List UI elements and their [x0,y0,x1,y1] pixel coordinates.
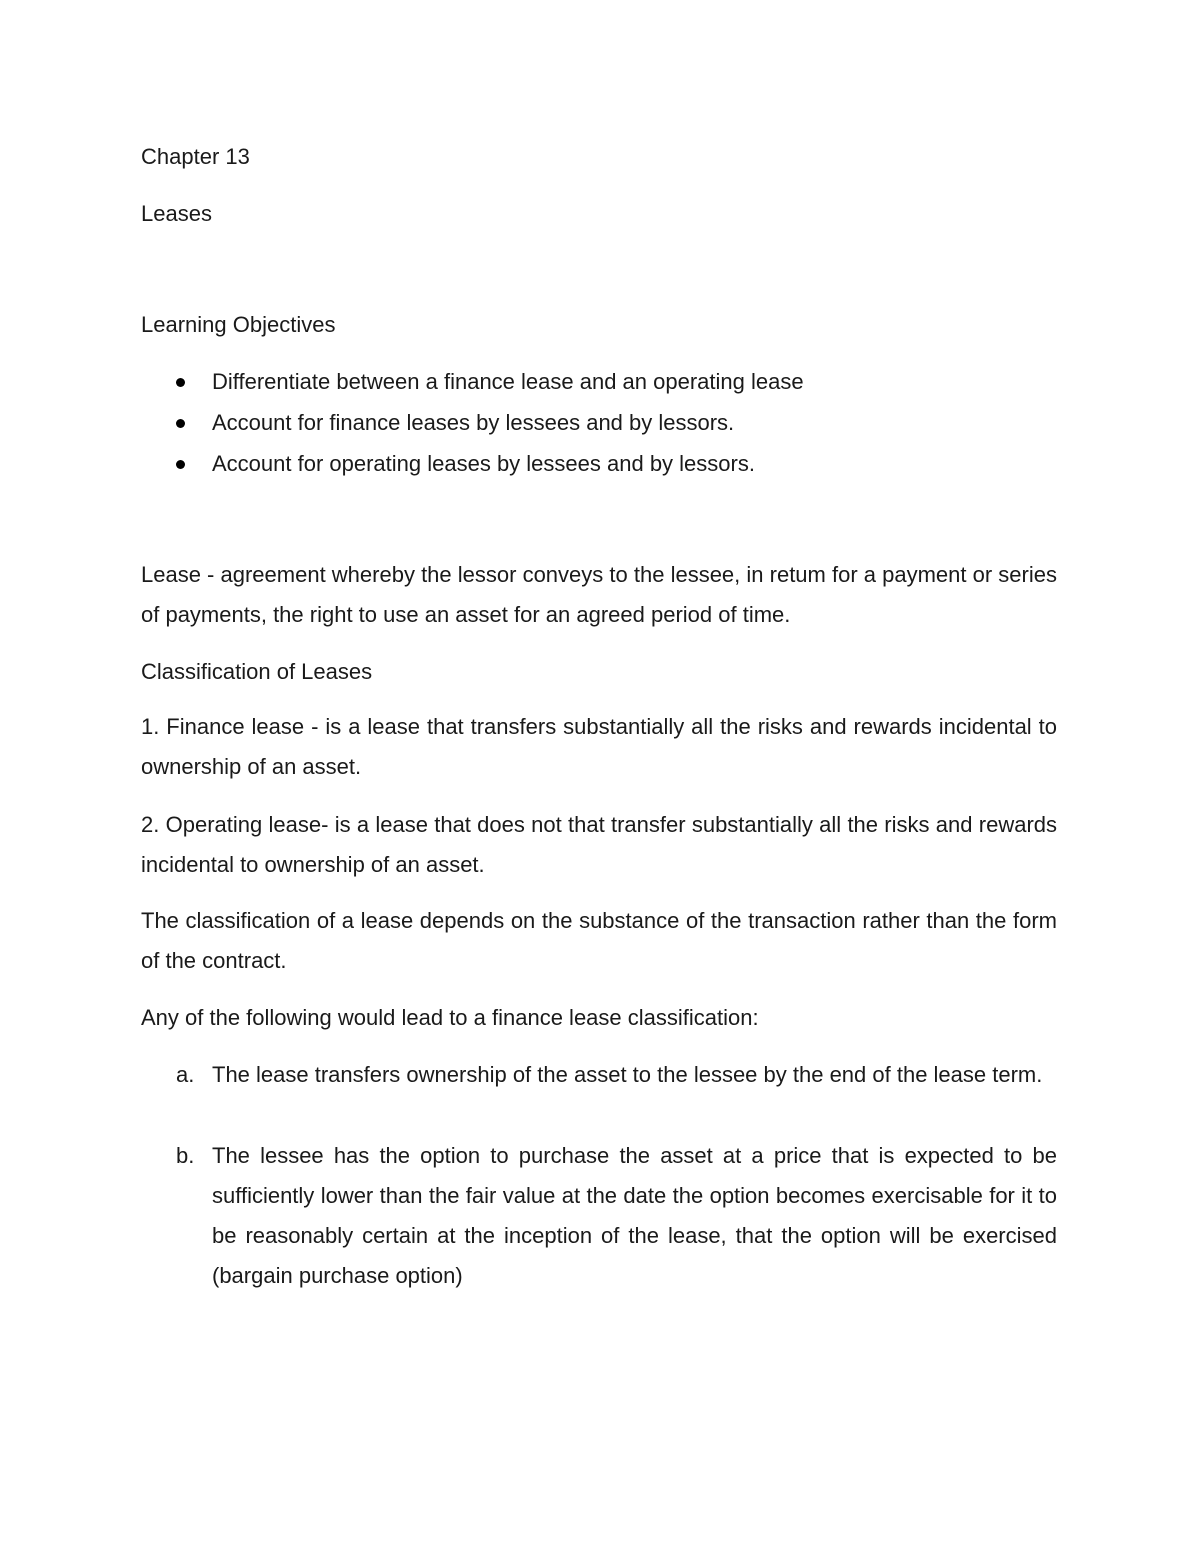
bullet-icon [176,378,185,387]
classification-substance: The classification of a lease depends on the substance of the transaction rather than the form of the contract. [141,908,1057,973]
criteria-marker: a. [176,1062,195,1087]
bullet-icon [176,419,185,428]
finance-criteria-lead-in: Any of the following would lead to a finance lease classification: [141,1005,759,1030]
classification-heading: Classification of Leases [141,659,373,684]
objectives-heading: Learning Objectives [141,312,336,337]
objective-text: Differentiate between a finance lease and an operating lease [212,369,804,394]
bullet-icon [176,460,185,469]
objective-text: Account for operating leases by lessees and by lessors. [212,451,755,476]
operating-lease-definition: 2. Operating lease- is a lease that does not that transfer substantially all the risks and rewards incidental to ownership of an asset. [141,812,1057,877]
chapter-label: Chapter 13 [141,144,250,169]
finance-lease-definition: 1. Finance lease - is a lease that transfers substantially all the risks and rewards incidental to ownership of an asset. [141,714,1057,779]
criteria-text: The lessee has the option to purchase the asset at a price that is expected to be sufficiently lower than the fair value at the date the option becomes exercisable for it to be reasonably certain at the inception of the lease, that the option will be exercised (bargain purchase option) [212,1143,1057,1288]
criteria-marker: b. [176,1143,195,1168]
chapter-title: Leases [141,201,212,226]
criteria-text: The lease transfers ownership of the asset to the lessee by the end of the lease term. [212,1062,1043,1087]
objective-text: Account for finance leases by lessees and by lessors. [212,410,735,435]
lease-definition: Lease - agreement whereby the lessor conveys to the lessee, in retum for a payment or series of payments, the right to use an asset for an agreed period of time. [141,562,1057,627]
